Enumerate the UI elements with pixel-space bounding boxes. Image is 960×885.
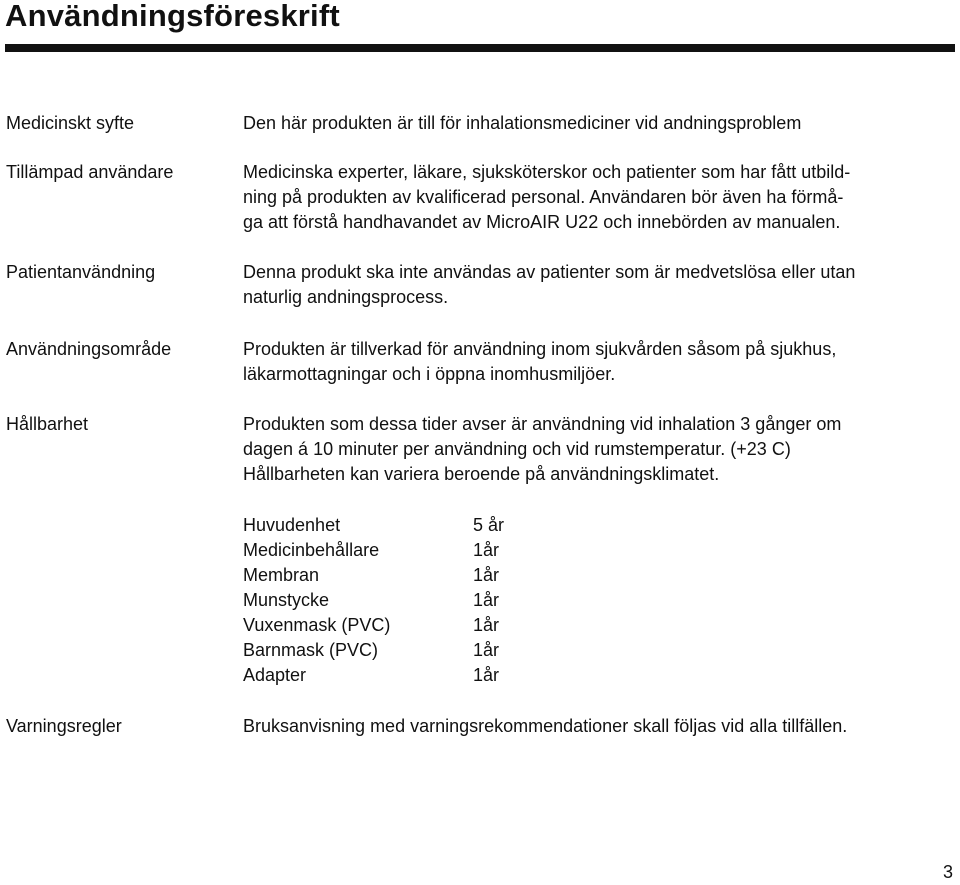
text-medicinskt-syfte: Den här produkten är till för inhalationsmediciner vid andningsproblem	[243, 113, 802, 133]
text-patientanvandning: Denna produkt ska inte användas av patienter som är medvetslösa eller utan naturlig andningsprocess.	[243, 262, 856, 307]
lifetime-part: Vuxenmask (PVC)	[243, 615, 391, 635]
label-anvandningsomrade: Användningsområde	[6, 339, 172, 359]
lifetime-value: 5 år	[473, 515, 505, 535]
lifetime-part: Munstycke	[243, 590, 330, 610]
label-varningsregler: Varningsregler	[6, 716, 122, 736]
lifetime-row	[243, 588, 504, 613]
lifetime-value: 1år	[473, 640, 500, 660]
lifetime-part: Huvudenhet	[243, 515, 341, 535]
lifetime-row	[243, 538, 504, 563]
lifetime-row	[243, 638, 504, 663]
label-hallbarhet: Hållbarhet	[6, 414, 89, 434]
lifetime-value: 1år	[473, 665, 500, 685]
text-tillampad-anvandare: Medicinska experter, läkare, sjuksköterskor och patienter som har fått utbild- ning på produkten av kvalificerad personal. Användaren bör även ha förmå- ga att förstå handhavandet av MicroAIR U22 och innebörden av manualen.	[243, 162, 851, 232]
text-hallbarhet: Produkten som dessa tider avser är användning vid inhalation 3 gånger om dagen á 10 minuter per användning och vid rumstemperatur. (+23 C) Hållbarheten kan variera beroende på användningsklimatet.	[243, 414, 842, 484]
lifetime-table	[243, 513, 504, 688]
text-anvandningsomrade: Produkten är tillverkad för användning inom sjukvården såsom på sjukhus, läkarmottagningar och i öppna inomhusmiljöer.	[243, 339, 837, 384]
lifetime-value: 1år	[473, 565, 500, 585]
lifetime-row	[243, 513, 504, 538]
lifetime-part: Barnmask (PVC)	[243, 640, 379, 660]
lifetime-row	[243, 663, 504, 688]
lifetime-part: Adapter	[243, 665, 307, 685]
lifetime-row	[243, 613, 504, 638]
title-rule	[5, 44, 955, 52]
label-tillampad-anvandare: Tillämpad användare	[6, 162, 174, 182]
lifetime-part: Medicinbehållare	[243, 540, 380, 560]
page-number: 3	[942, 862, 953, 882]
lifetime-value: 1år	[473, 615, 500, 635]
text-varningsregler: Bruksanvisning med varningsrekommendationer skall följas vid alla tillfällen.	[243, 716, 848, 736]
lifetime-part: Membran	[243, 565, 320, 585]
lifetime-value: 1år	[473, 540, 500, 560]
label-medicinskt-syfte: Medicinskt syfte	[6, 113, 135, 133]
page-title: Användningsföreskrift	[5, 0, 340, 33]
label-patientanvandning: Patientanvändning	[6, 262, 156, 282]
lifetime-row	[243, 563, 504, 588]
lifetime-value: 1år	[473, 590, 500, 610]
